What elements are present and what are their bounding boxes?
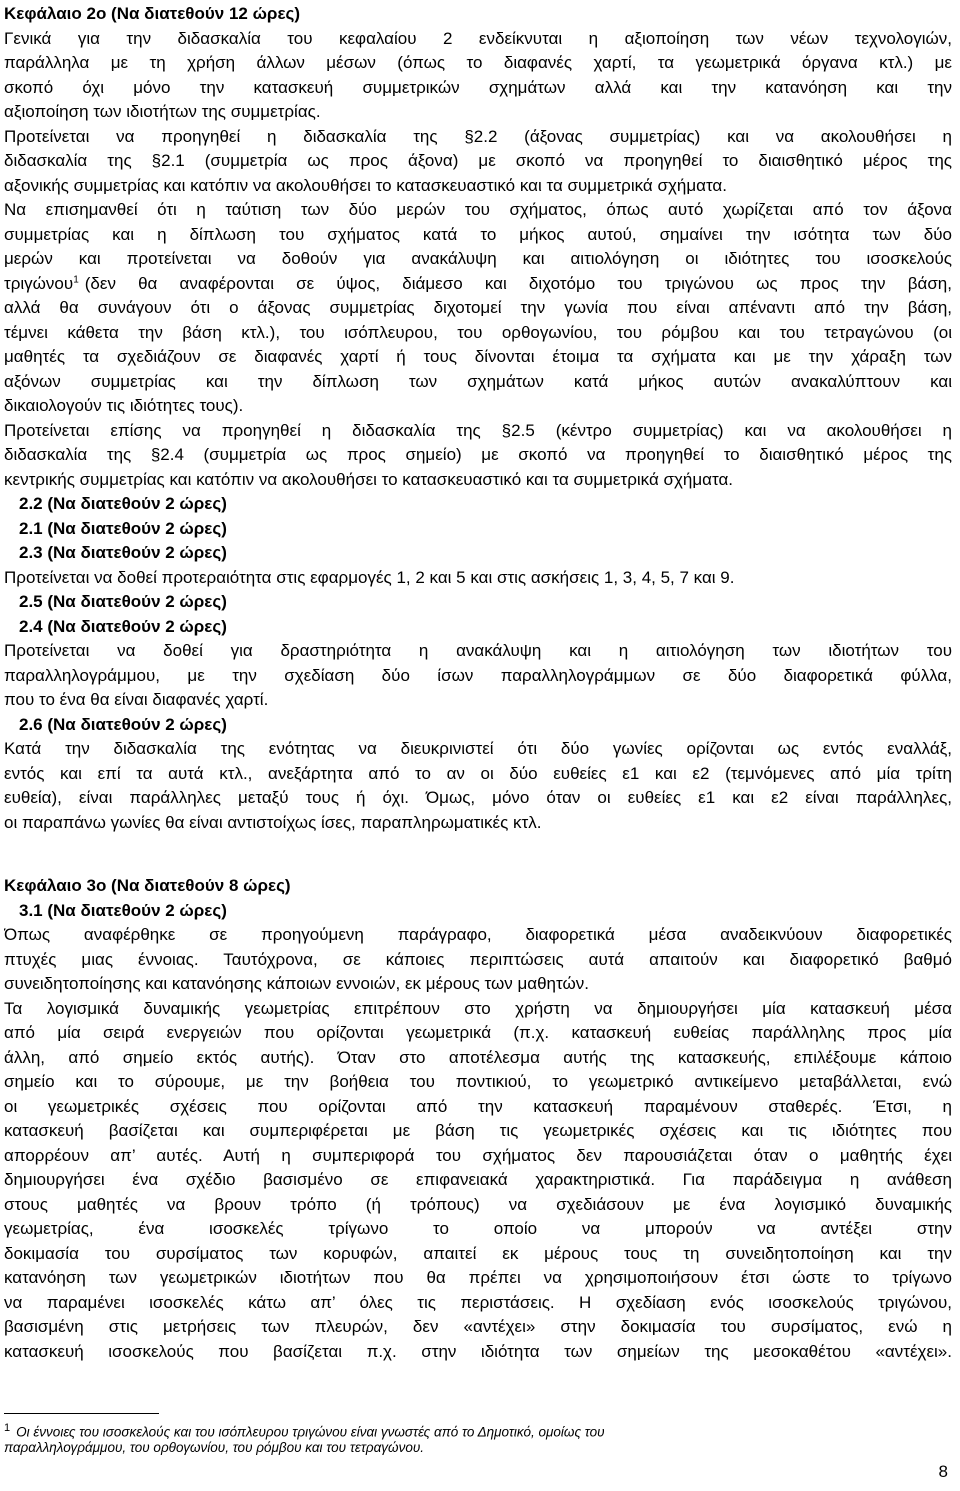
- chapter2-line: κεντρικής συμμετρίας και κατόπιν να ακολουθήσει το κατασκευαστικό και τα συμμετρικά σχήματα.: [4, 470, 734, 489]
- section-2-6-line: εντός και επί τα αυτά κτλ., ανεξάρτητα από το αν οι δύο ευθείες ε1 και ε2 (τεμνόμενες από μία τρίτη: [4, 764, 952, 783]
- chapter3-line: απορρέουν απ’ αυτές. Αυτή η συμπεριφορά του σχήματος δεν παρουσιάζεται όταν ο μαθητής έχει: [4, 1146, 952, 1165]
- chapter2-line: Να επισημανθεί ότι η ταύτιση των δύο μερών του σχήματος, όπως αυτό χωρίζεται από τον άξονα: [4, 200, 952, 219]
- chapter3-line: να παραμένει ισοσκελές κάτω απ’ όλες τις περιστάσεις. Η σχεδίαση ενός ισοσκελούς τριγώνου,: [4, 1293, 952, 1312]
- section-heading-3-1: 3.1 (Να διατεθούν 2 ώρες): [19, 901, 227, 920]
- footnote: $^1$ Οι έννοιες του ισοσκελούς και του ισόπλευρου τριγώνου είναι γνωστές από το Δημοτικό, ομοίως του: [4, 1422, 605, 1440]
- chapter3-line: δοκιμασία του συρσίματος των κορυφών, απαιτεί εκ μέρους τους τη συνειδητοποίηση και την: [4, 1244, 952, 1263]
- section-heading-2-5: 2.5 (Να διατεθούν 2 ώρες): [19, 592, 227, 611]
- section-heading-2-2: 2.2 (Να διατεθούν 2 ώρες): [19, 494, 227, 513]
- chapter2-line: δικαιολογούν τις ιδιότητες τους).: [4, 396, 244, 415]
- footnote-continuation: παραλληλογράμμου, του ορθογωνίου, του ρόμβου και του τετραγώνου.: [4, 1440, 425, 1455]
- chapter3-line: συνειδητοποίησης και κατανόησης κάποιων εννοιών, εκ μέρους των μαθητών.: [4, 974, 589, 993]
- chapter3-heading: Κεφάλαιο 3ο (Να διατεθούν 8 ώρες): [4, 876, 291, 895]
- chapter2-line: σκοπό όχι μόνο την κατασκευή συμμετρικών σχημάτων αλλά και την κατανόηση και την: [4, 78, 952, 97]
- chapter3-line: από μία σειρά ενεργειών που ορίζονται γεωμετρικά (π.χ. κατασκευή ευθείας παράλληλης προς μία: [4, 1023, 952, 1042]
- chapter3-line: Όπως αναφέρθηκε σε προηγούμενη παράγραφο, διαφορετικά μέσα αναδεικνύουν διαφορετικές: [4, 925, 952, 944]
- chapter2-line: αξιοποίηση των ιδιοτήτων της συμμετρίας.: [4, 102, 321, 121]
- chapter2-line: Γενικά για την διδασκαλία του κεφαλαίου 2 ενδείκνυται η αξιοποίηση των νέων τεχνολογιών,: [4, 29, 952, 48]
- page-number: 8: [938, 1462, 948, 1481]
- chapter3-line: κατανόηση των γεωμετρικών ιδιοτήτων που θα πρέπει να χρησιμοποιήσουν έτσι ώστε το τρίγωνο: [4, 1268, 952, 1287]
- footnote-divider: [4, 1413, 159, 1414]
- section-heading-2-3: 2.3 (Να διατεθούν 2 ώρες): [19, 543, 227, 562]
- section-2-4-line: παραλληλογράμμου, με την σχεδίαση δύο ίσων παραλληλογράμμων σε δύο διαφορετικά φύλλα,: [4, 666, 952, 685]
- section-2-6-line: οι παραπάνω γωνίες θα είναι αντιστοίχως ίσες, παραπληρωματικές κτλ.: [4, 813, 542, 832]
- chapter2-line: αξόνων συμμετρίας και την δίπλωση των σχημάτων κατά μήκος αυτών ανακαλύπτουν και: [4, 372, 952, 391]
- chapter3-line: Τα λογισμικά δυναμικής γεωμετρίας επιτρέπουν στο χρήστη να δημιουργήσει μία κατασκευή μέσα: [4, 999, 952, 1018]
- chapter3-line: πτυχές μιας έννοιας. Ταυτόχρονα, σε κάποιες περιπτώσεις αυτά απαιτούν και διαφορετικό βαθμό: [4, 950, 952, 969]
- footnote-number: 1: [4, 1422, 11, 1434]
- chapter2-line-with-footnote: τριγώνου$^1$ (δεν θα αναφέρονται σε ύψος, διάμεσο και διχοτόμο του τριγώνου ως προς την βάση,: [4, 274, 952, 293]
- chapter3-line: κατασκευή βασίζεται και συμπεριφέρεται με βάση τις γεωμετρικές σχέσεις και τις ιδιότητες που: [4, 1121, 952, 1140]
- chapter2-line: μαθητές τα σχεδιάζουν σε διαφανές χαρτί ή τους δίνονται έτοιμα τα σχήματα και με την χάραξη των: [4, 347, 952, 366]
- chapter2-line: Προτείνεται να προηγηθεί η διδασκαλία της §2.2 (άξονας συμμετρίας) και να ακολουθήσει η: [4, 127, 952, 146]
- chapter3-line: άλλη, από σημείο εκτός αυτής). Όταν στο αποτέλεσμα αυτής της κατασκευής, επιλέξουμε κάποιο: [4, 1048, 952, 1067]
- section-2-6-line: ευθεία), είναι παράλληλες μεταξύ τους ή όχι. Όμως, μόνο όταν οι ευθείες ε1 και ε2 είναι παράλληλες,: [4, 788, 952, 807]
- chapter2-line: διδασκαλία της §2.4 (συμμετρία ως προς σημείο) με σκοπό να προηγηθεί το διαισθητικό μέρος της: [4, 445, 952, 464]
- chapter3-line: στους μαθητές να βρουν τρόπο (ή τρόπους) να σχεδιάσουν με ένα λογισμικό δυναμικής: [4, 1195, 952, 1214]
- chapter3-line: οι γεωμετρικές σχέσεις που ορίζονται από την κατασκευή παραμένουν σταθερές. Έτσι, η: [4, 1097, 952, 1116]
- section-2-4-line: Προτείνεται να δοθεί για δραστηριότητα η ανακάλυψη και η αιτιολόγηση των ιδιοτήτων του: [4, 641, 952, 660]
- chapter3-line: δημιουργήσει ένα σχέδιο βασισμένο σε επιφανειακά χαρακτηριστικά. Για παράδειγμα η ανάθεση: [4, 1170, 952, 1189]
- section-2-3-text: Προτείνεται να δοθεί προτεραιότητα στις εφαρμογές 1, 2 και 5 και στις ασκήσεις 1, 3, 4, 5, 7 και 9.: [4, 568, 735, 587]
- chapter3-line: βασισμένη στις μετρήσεις των πλευρών, δεν «αντέχει» στην δοκιμασία του συρσίματος, ενώ η: [4, 1317, 952, 1336]
- section-heading-2-6: 2.6 (Να διατεθούν 2 ώρες): [19, 715, 227, 734]
- chapter2-line: αλλά θα συνάγουν ότι ο άξονας συμμετρίας διχοτομεί την γωνία που είναι απέναντι από την βάση,: [4, 298, 952, 317]
- chapter2-line: αξονικής συμμετρίας και κατόπιν να ακολουθήσει το κατασκευαστικό και τα συμμετρικά σχήματα.: [4, 176, 727, 195]
- section-2-6-line: Κατά την διδασκαλία της ενότητας να διευκρινιστεί ότι δύο γωνίες ορίζονται ως εντός εναλλάξ,: [4, 739, 952, 758]
- chapter2-line: παράλληλα με τη χρήση άλλων μέσων (όπως το διαφανές χαρτί, τα γεωμετρικά όργανα κτλ.) με: [4, 53, 952, 72]
- chapter2-line: μερών και προτείνεται να δοθούν για ανακάλυψη και αιτιολόγηση οι ιδιότητες του ισοσκελούς: [4, 249, 952, 268]
- section-heading-2-4: 2.4 (Να διατεθούν 2 ώρες): [19, 617, 227, 636]
- footnote-reference[interactable]: 1: [73, 274, 79, 286]
- section-heading-2-1: 2.1 (Να διατεθούν 2 ώρες): [19, 519, 227, 538]
- chapter3-line: σημείο και το σύρουμε, με την βοήθεια του ποντικιού, το γεωμετρικό αντικείμενο μεταβάλλεται, ενώ: [4, 1072, 952, 1091]
- chapter2-heading: Κεφάλαιο 2ο (Να διατεθούν 12 ώρες): [4, 4, 301, 23]
- chapter2-line: συμμετρίας και η δίπλωση του σχήματος κατά το μήκος αυτού, σημαίνει την ισότητα των δύο: [4, 225, 952, 244]
- chapter3-line: κατασκευή ισοσκελούς που βασίζεται π.χ. στην ιδιότητα των σημείων της μεσοκαθέτου «αντέχει».: [4, 1342, 952, 1361]
- chapter3-line: γεωμετρίας, ένα ισοσκελές τρίγωνο το οποίο να μπορούν να αντέξει στην: [4, 1219, 952, 1238]
- section-2-4-line: που το ένα θα είναι διαφανές χαρτί.: [4, 690, 269, 709]
- chapter2-line: Προτείνεται επίσης να προηγηθεί η διδασκαλία της §2.5 (κέντρο συμμετρίας) και να ακολουθήσει η: [4, 421, 952, 440]
- chapter2-line: τέμνει κάθετα την βάση κτλ.), του ισόπλευρου, του ορθογωνίου, του ρόμβου και του τετραγώνου (οι: [4, 323, 952, 342]
- chapter2-line: διδασκαλία της §2.1 (συμμετρία ως προς άξονα) με σκοπό να προηγηθεί το διαισθητικό μέρος της: [4, 151, 952, 170]
